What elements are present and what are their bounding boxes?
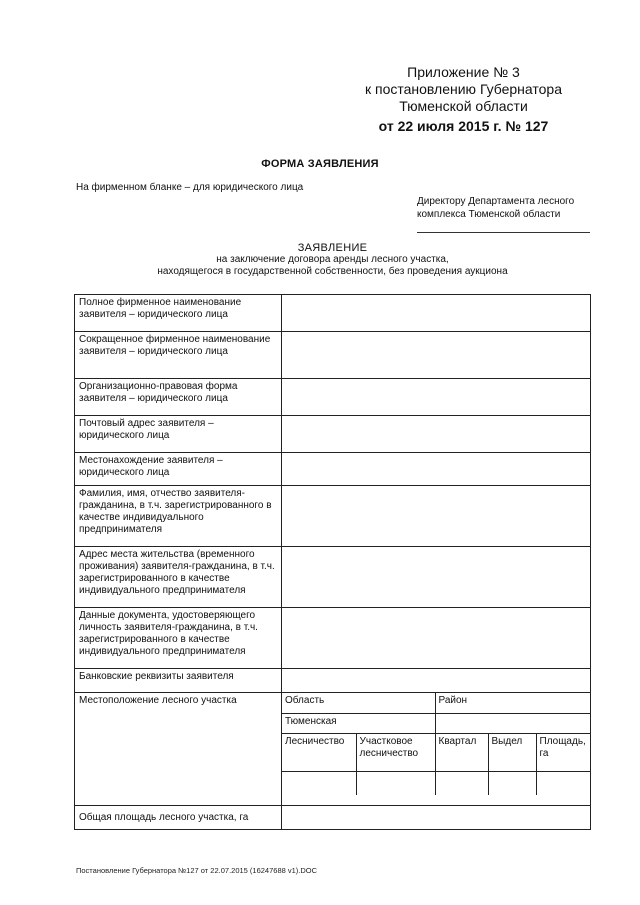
footer-file-reference: Постановление Губернатора №127 от 22.07.2015 (16247688 v1).DOC — [76, 866, 318, 875]
row-value-field[interactable] — [282, 547, 591, 608]
location-row — [75, 693, 591, 806]
allotment-field[interactable] — [488, 771, 536, 795]
appendix-reference: к постановлению Губернатора — [364, 81, 562, 97]
table-row — [75, 486, 591, 547]
region-value[interactable]: Тюменская — [282, 713, 435, 733]
addressee-line-2: комплекса Тюменской области — [417, 209, 561, 220]
column-area: Площадь, га — [536, 733, 590, 771]
appendix-date: от 22 июля 2015 г. № 127 — [378, 118, 549, 134]
statement-heading — [0, 242, 640, 278]
row-value-field[interactable] — [282, 379, 591, 416]
table-row — [75, 547, 591, 608]
row-value-field[interactable] — [282, 669, 591, 693]
row-label: Данные документа, удостоверяющего личность заявителя-гражданина, в т.ч. зарегистрированного в качестве индивидуального предпринимателя — [75, 608, 282, 669]
forestry-field[interactable] — [282, 771, 356, 795]
row-label: Почтовый адрес заявителя – юридического лица — [75, 416, 282, 453]
total-area-field[interactable] — [282, 806, 591, 830]
table-row — [75, 806, 591, 830]
application-form-table — [74, 294, 591, 830]
district-forestry-field[interactable] — [356, 771, 435, 795]
quarter-field[interactable] — [435, 771, 488, 795]
area-field[interactable] — [536, 771, 590, 795]
table-row — [75, 669, 591, 693]
table-row — [75, 416, 591, 453]
location-table — [282, 693, 590, 795]
location-value-row — [282, 713, 590, 733]
row-value-field[interactable] — [282, 486, 591, 547]
column-district-forestry: Участковое лесничество — [356, 733, 435, 771]
statement-title: ЗАЯВЛЕНИЕ — [297, 242, 368, 254]
row-value-field[interactable] — [282, 608, 591, 669]
row-label: Полное фирменное наименование заявителя – юридического лица — [75, 295, 282, 332]
total-area-label: Общая площадь лесного участка, га — [75, 806, 282, 830]
appendix-region: Тюменской области — [399, 98, 528, 114]
region-header: Область — [282, 693, 435, 713]
blank-note: На фирменном бланке – для юридического лица — [76, 182, 304, 193]
addressee — [417, 195, 574, 221]
table-row — [75, 379, 591, 416]
location-label: Местоположение лесного участка — [75, 693, 282, 806]
form-title: ФОРМА ЗАЯВЛЕНИЯ — [261, 158, 379, 170]
location-header-row — [282, 693, 590, 713]
district-header: Район — [435, 693, 590, 713]
addressee-signature-line — [417, 232, 590, 233]
row-label: Адрес места жительства (временного проживания) заявителя-гражданина, в т.ч. зарегистрированного в качестве индивидуального предпринимателя — [75, 547, 282, 608]
table-row — [75, 295, 591, 332]
appendix-number: Приложение № 3 — [407, 64, 520, 80]
addressee-line-1: Директору Департамента лесного — [417, 196, 575, 207]
location-input-row — [282, 771, 590, 795]
column-quarter: Квартал — [435, 733, 488, 771]
row-value-field[interactable] — [282, 295, 591, 332]
row-label: Банковские реквизиты заявителя — [75, 669, 282, 693]
row-label: Организационно-правовая форма заявителя – юридического лица — [75, 379, 282, 416]
column-allotment: Выдел — [488, 733, 536, 771]
table-row — [75, 332, 591, 379]
row-label: Сокращенное фирменное наименование заявителя – юридического лица — [75, 332, 282, 379]
table-row — [75, 453, 591, 486]
statement-subtitle-1: на заключение договора аренды лесного участка, — [216, 254, 449, 265]
appendix-header — [365, 64, 562, 134]
table-row — [75, 608, 591, 669]
location-columns-row — [282, 733, 590, 771]
column-forestry: Лесничество — [282, 733, 356, 771]
statement-subtitle-2: находящегося в государственной собственности, без проведения аукциона — [157, 266, 508, 277]
row-label: Фамилия, имя, отчество заявителя-гражданина, в т.ч. зарегистрированного в качестве индивидуального предпринимателя — [75, 486, 282, 547]
district-value[interactable] — [435, 713, 590, 733]
row-value-field[interactable] — [282, 332, 591, 379]
row-label: Местонахождение заявителя – юридического лица — [75, 453, 282, 486]
row-value-field[interactable] — [282, 416, 591, 453]
row-value-field[interactable] — [282, 453, 591, 486]
location-details — [282, 693, 591, 806]
